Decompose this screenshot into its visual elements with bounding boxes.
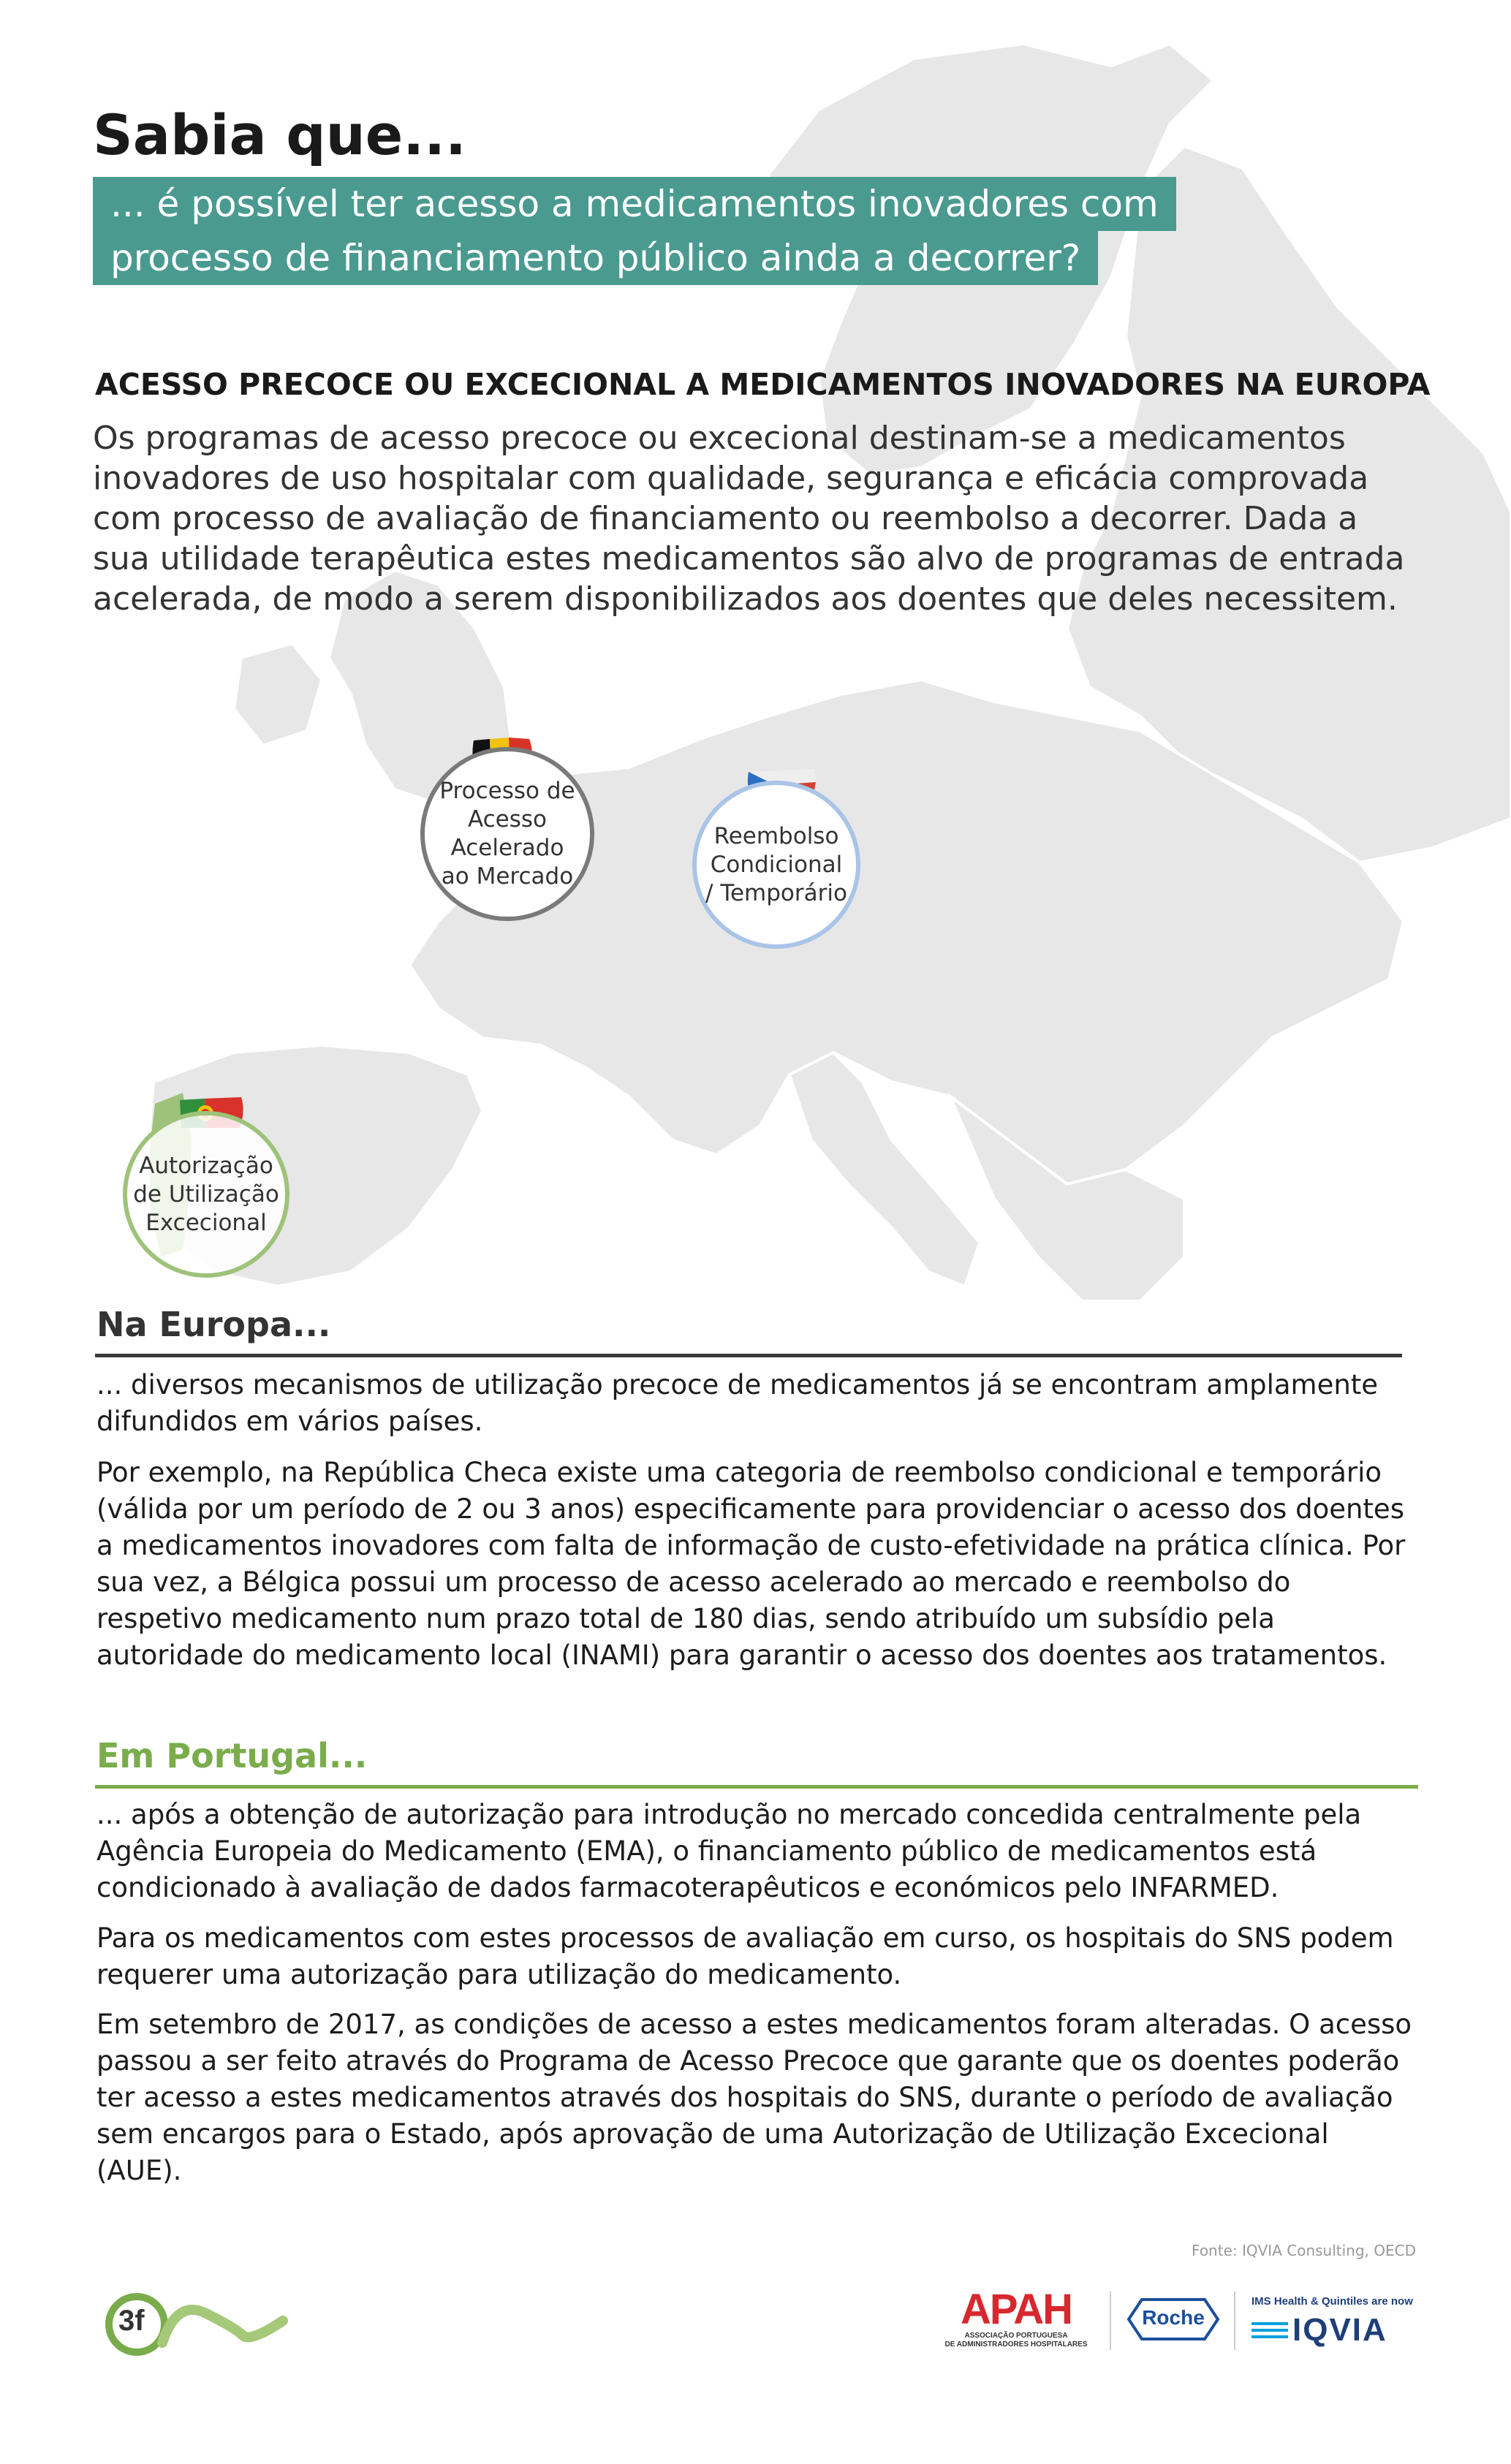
portugal-paragraph-1: ... após a obtenção de autorização para introdução no mercado concedida centralmente pela Agência Europeia do Medicamento (EMA), o financiamento público de medicamentos está condicionado à avaliação de dados farmacoterapêuticos e económicos pelo INFARMED. <box>96 1799 1362 1903</box>
logo-apah-text: APAH <box>960 2286 1072 2333</box>
portugal-circle <box>123 1111 289 1278</box>
europe-paragraph-1: ... diversos mecanismos de utilização precoce de medicamentos já se encontram amplamente difundidos em vários países. <box>96 1369 1379 1437</box>
logo-3f <box>96 2270 294 2372</box>
logo-iqvia-note: IMS Health & Quintiles are now <box>1251 2295 1413 2308</box>
logo-roche <box>1126 2297 1221 2342</box>
logo-apah-sub-1: ASSOCIAÇÃO PORTUGUESA <box>964 2332 1068 2340</box>
belgium-circle <box>420 747 594 921</box>
footer-separator-2 <box>1234 2291 1235 2350</box>
ireland-shape <box>234 643 322 746</box>
subtitle-line-2: processo de financiamento público ainda a decorrer? <box>93 231 1098 285</box>
europe-paragraph-2: Por exemplo, na República Checa existe uma categoria de reembolso condicional e temporário (válida por um período de 2 ou 3 anos) especificamente para providenciar o acesso dos doentes a medicamentos inovadores com falta de informação de custo-efetividade na prática clínica. Por sua vez, a Bélgica possui um processo de acesso acelerado ao mercado e reembolso do respetivo medicamento num prazo total de 180 dias, sendo atribuído um subsídio pela autoridade do medicamento local (INAMI) para garantir o acesso dos doentes aos tratamentos. <box>96 1457 1406 1671</box>
czech-circle <box>692 781 860 949</box>
portugal-paragraph-2: Para os medicamentos com estes processos de avaliação em curso, os hospitais do SNS podem requerer uma autorização para utilização do medicamento. <box>96 1922 1394 1990</box>
logo-iqvia <box>1251 2295 1427 2354</box>
logo-roche-text: Roche <box>1142 2306 1205 2329</box>
iqvia-stripes-icon <box>1251 2319 1292 2341</box>
intro-heading: ACESSO PRECOCE OU EXCECIONAL A MEDICAMENTOS INOVADORES NA EUROPA <box>95 367 1431 402</box>
subtitle-line-1: ... é possível ter acesso a medicamentos inovadores com <box>93 177 1176 231</box>
europe-heading: Na Europa... <box>96 1305 331 1344</box>
intro-text: Os programas de acesso precoce ou excecional destinam-se a medicamentos inovadores de uso hospitalar com qualidade, segurança e eficácia comprovada com processo de avaliação de financiamento ou reembolso a decorrer. Dada a sua utilidade terapêutica estes medicamentos são alvo de programas de entrada acelerada, de modo a serem disponibilizados aos doentes que deles necessitem. <box>93 420 1405 618</box>
portugal-heading: Em Portugal... <box>96 1736 368 1775</box>
footer-separator-1 <box>1110 2291 1111 2350</box>
belgium-label: Processo de Acesso Acelerado ao Mercado <box>439 778 575 890</box>
portugal-label: Autorização de Utilização Excecional <box>133 1152 279 1236</box>
page-title: Sabia que... <box>93 102 466 167</box>
portugal-paragraph-3: Em setembro de 2017, as condições de acesso a estes medicamentos foram alteradas. O acesso passou a ser feito através do Programa de Acesso Precoce que garante que os doentes poderão ter acesso a estes medicamentos através dos hospitais do SNS, durante o período de avaliação sem encargos para o Estado, após aprovação de uma Autorização de Utilização Excecional (AUE). <box>96 2009 1412 2186</box>
source-note: Fonte: IQVIA Consulting, OECD <box>1192 2242 1416 2259</box>
logo-apah <box>928 2288 1104 2354</box>
logo-3f-text: 3f <box>118 2305 145 2337</box>
czech-label: Reembolso Condicional / Temporário <box>705 822 847 906</box>
portugal-divider <box>95 1785 1418 1789</box>
europe-divider <box>95 1354 1402 1357</box>
logo-apah-sub-2: DE ADMINISTRADORES HOSPITALARES <box>944 2340 1088 2349</box>
logo-iqvia-text: IQVIA <box>1292 2312 1387 2348</box>
